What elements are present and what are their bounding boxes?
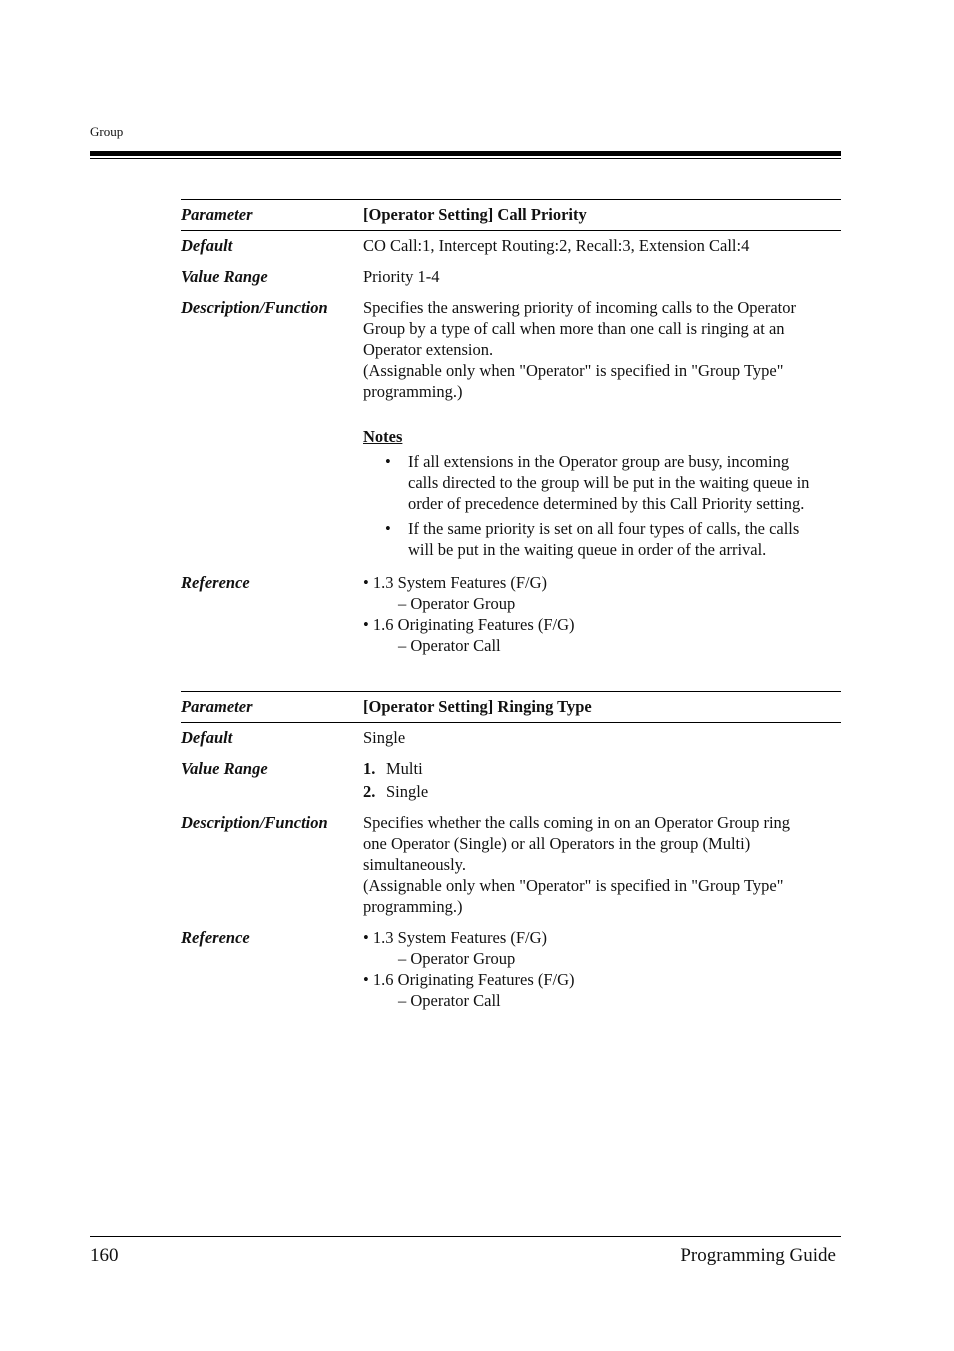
description-text [363, 812, 841, 917]
reference-list [363, 927, 841, 1011]
reference-subitem: – Operator Group [398, 594, 516, 613]
default-value: CO Call:1, Intercept Routing:2, Recall:3, Extension Call:4 [363, 236, 750, 255]
value-range-value: Priority 1-4 [363, 267, 440, 286]
footer-doc-title: Programming Guide [680, 1245, 836, 1266]
range-option-number: 2. [363, 782, 376, 801]
running-head: Group [90, 124, 124, 139]
description-line: simultaneously. [363, 855, 466, 874]
description-row [181, 812, 841, 917]
value-range-list [363, 758, 841, 804]
note-line: If all extensions in the Operator group are busy, incoming [408, 452, 790, 471]
reference-subitem: – Operator Call [398, 991, 501, 1010]
range-option [363, 758, 841, 779]
notes-title: Notes [363, 427, 403, 446]
reference-item: • 1.6 Originating Features (F/G) [363, 970, 575, 989]
parameter-label: Parameter [181, 205, 253, 224]
range-option-text: Single [386, 782, 429, 801]
description-line: programming.) [363, 382, 463, 401]
parameter-table-ringing-type [181, 691, 841, 1011]
value-range-label: Value Range [181, 759, 268, 778]
table-header-row [181, 691, 841, 723]
default-row [181, 235, 841, 256]
description-line: (Assignable only when "Operator" is specified in "Group Type" [363, 361, 784, 380]
parameter-label: Parameter [181, 697, 253, 716]
description-line: one Operator (Single) or all Operators in the group (Multi) [363, 834, 751, 853]
description-label: Description/Function [181, 813, 328, 832]
note-item [363, 518, 841, 560]
footer-rule [90, 1236, 841, 1237]
parameter-name: [Operator Setting] Ringing Type [363, 697, 592, 716]
bullet-icon: • [385, 519, 391, 538]
description-line: programming.) [363, 897, 463, 916]
note-line: If the same priority is set on all four types of calls, the calls [408, 519, 800, 538]
reference-label: Reference [181, 928, 250, 947]
description-line: Operator extension. [363, 340, 494, 359]
parameter-name: [Operator Setting] Call Priority [363, 205, 587, 224]
description-line: Group by a type of call when more than one call is ringing at an [363, 319, 785, 338]
range-option-number: 1. [363, 759, 376, 778]
value-range-label: Value Range [181, 267, 268, 286]
range-option-text: Multi [386, 759, 423, 778]
reference-subitem: – Operator Group [398, 949, 516, 968]
reference-subitem: – Operator Call [398, 636, 501, 655]
header-rule-thin [90, 158, 841, 159]
bullet-icon: • [385, 452, 391, 471]
table-header-row [181, 199, 841, 231]
reference-item: • 1.3 System Features (F/G) [363, 928, 548, 947]
reference-item: • 1.3 System Features (F/G) [363, 573, 548, 592]
range-option [363, 781, 841, 802]
value-range-row [181, 758, 841, 804]
parameter-table-call-priority [181, 199, 841, 656]
reference-row [181, 572, 841, 656]
description-line: Specifies whether the calls coming in on an Operator Group ring [363, 813, 791, 832]
description-line: Specifies the answering priority of incoming calls to the Operator [363, 298, 797, 317]
reference-list [363, 572, 841, 656]
header-rule-thick [90, 151, 841, 156]
description-label: Description/Function [181, 298, 328, 317]
default-value: Single [363, 728, 406, 747]
note-line: will be put in the waiting queue in order of the arrival. [408, 540, 767, 559]
reference-item: • 1.6 Originating Features (F/G) [363, 615, 575, 634]
note-line: calls directed to the group will be put in the waiting queue in [408, 473, 810, 492]
notes-list [363, 451, 841, 560]
page-number: 160 [90, 1245, 119, 1266]
description-line: (Assignable only when "Operator" is specified in "Group Type" [363, 876, 784, 895]
value-range-row [181, 266, 841, 287]
description-text [363, 297, 841, 564]
reference-row [181, 927, 841, 1011]
default-label: Default [181, 728, 233, 747]
note-line: order of precedence determined by this Call Priority setting. [408, 494, 805, 513]
default-label: Default [181, 236, 233, 255]
note-item [363, 451, 841, 514]
default-row [181, 727, 841, 748]
reference-label: Reference [181, 573, 250, 592]
description-row [181, 297, 841, 564]
